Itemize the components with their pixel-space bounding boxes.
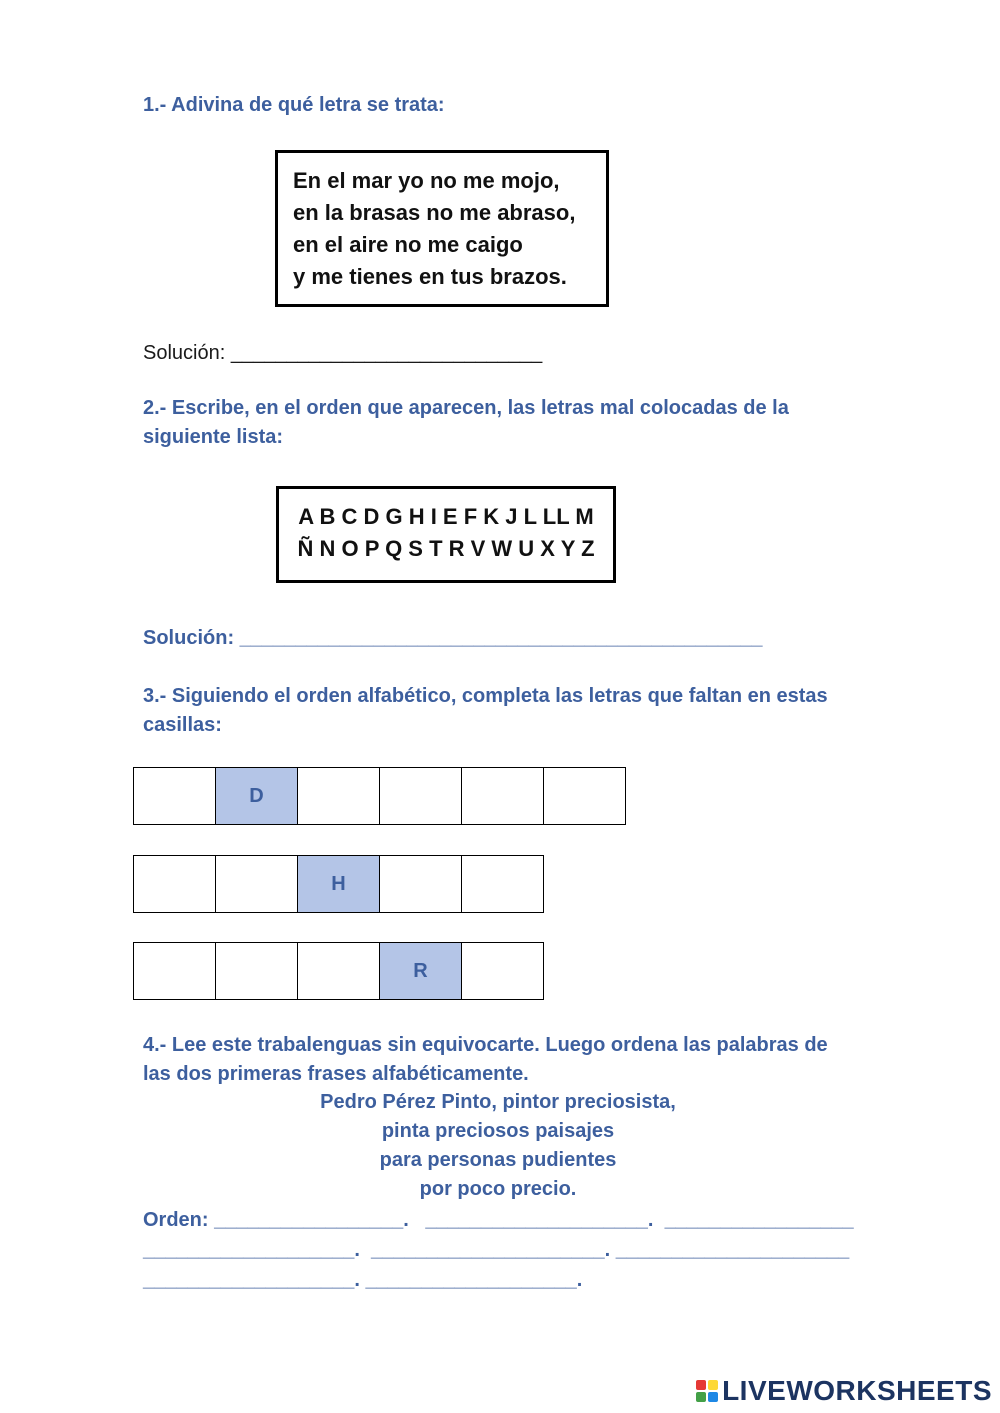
q4-title bbox=[143, 1031, 828, 1089]
letter-cell-input[interactable] bbox=[133, 767, 216, 825]
letter-cell-given: R bbox=[379, 942, 462, 1000]
q2-title-line: siguiente lista: bbox=[143, 426, 284, 448]
tongue-twister-line: pinta preciosos paisajes bbox=[381, 1120, 615, 1142]
tongue-twister bbox=[143, 1088, 853, 1204]
tongue-twister-line: por poco precio. bbox=[419, 1178, 577, 1200]
letter-cell-input[interactable] bbox=[461, 767, 544, 825]
letter-cell-input[interactable] bbox=[297, 767, 380, 825]
q4-title-line: las dos primeras frases alfabéticamente. bbox=[143, 1063, 529, 1085]
tongue-twister-line: para personas pudientes bbox=[379, 1149, 617, 1171]
q3-title-line: 3.- Siguiendo el orden alfabético, completa las letras que faltan en estas bbox=[143, 685, 828, 707]
letter-cell-input[interactable] bbox=[379, 855, 462, 913]
tongue-twister-line: Pedro Pérez Pinto, pintor preciosista, bbox=[320, 1091, 676, 1113]
q2-title bbox=[143, 394, 789, 452]
q2-title-line: 2.- Escribe, en el orden que aparecen, las letras mal colocadas de la bbox=[143, 397, 789, 419]
liveworksheets-logo bbox=[696, 1375, 992, 1407]
logo-square-blue bbox=[708, 1392, 718, 1402]
q2-solution-label: Solución: bbox=[143, 627, 240, 649]
riddle-line: En el mar yo no me mojo, bbox=[293, 168, 560, 193]
order-line[interactable]: Orden: _________________. ____________________. _________________ bbox=[143, 1209, 854, 1231]
riddle-line: y me tienes en tus brazos. bbox=[293, 264, 567, 289]
liveworksheets-brand: LIVEWORKSHEETS bbox=[722, 1375, 992, 1406]
logo-square-green bbox=[696, 1392, 706, 1402]
order-answer-lines bbox=[143, 1205, 854, 1295]
letter-cell-input[interactable] bbox=[215, 855, 298, 913]
riddle-box bbox=[275, 150, 609, 307]
q3-title bbox=[143, 682, 828, 740]
q1-solution bbox=[143, 342, 542, 365]
letter-cell-input[interactable] bbox=[461, 942, 544, 1000]
alphabet-box bbox=[276, 486, 616, 583]
q4-title-line: 4.- Lee este trabalenguas sin equivocarte. Luego ordena las palabras de bbox=[143, 1034, 828, 1056]
q1-title: 1.- Adivina de qué letra se trata: bbox=[143, 94, 445, 116]
logo-square-yellow bbox=[708, 1380, 718, 1390]
riddle-line: en la brasas no me abraso, bbox=[293, 200, 576, 225]
logo-square-red bbox=[696, 1380, 706, 1390]
letter-cell-input[interactable] bbox=[543, 767, 626, 825]
letter-row-3 bbox=[133, 942, 544, 1000]
letter-row-2 bbox=[133, 855, 544, 913]
letter-cell-input[interactable] bbox=[297, 942, 380, 1000]
order-line[interactable]: ___________________. _____________________. _____________________ bbox=[143, 1239, 850, 1261]
letter-cell-input[interactable] bbox=[133, 942, 216, 1000]
letter-row-1 bbox=[133, 767, 626, 825]
q1-solution-label: Solución: bbox=[143, 342, 231, 364]
q3-title-line: casillas: bbox=[143, 714, 222, 736]
alphabet-line: Ñ N O P Q S T R V W U X Y Z bbox=[297, 536, 595, 561]
letter-cell-input[interactable] bbox=[215, 942, 298, 1000]
liveworksheets-logo-icon bbox=[696, 1380, 718, 1402]
letter-cell-given: D bbox=[215, 767, 298, 825]
letter-cell-input[interactable] bbox=[133, 855, 216, 913]
riddle-line: en el aire no me caigo bbox=[293, 232, 523, 257]
alphabet-line: A B C D G H I E F K J L LL M bbox=[298, 504, 594, 529]
letter-cell-input[interactable] bbox=[379, 767, 462, 825]
q1-solution-input[interactable]: ____________________________ bbox=[230, 342, 543, 364]
order-line[interactable]: ___________________. ___________________. bbox=[143, 1269, 583, 1291]
q2-solution bbox=[143, 624, 762, 653]
letter-cell-input[interactable] bbox=[461, 855, 544, 913]
q2-solution-input[interactable]: _______________________________________________ bbox=[239, 627, 763, 649]
letter-cell-given: H bbox=[297, 855, 380, 913]
